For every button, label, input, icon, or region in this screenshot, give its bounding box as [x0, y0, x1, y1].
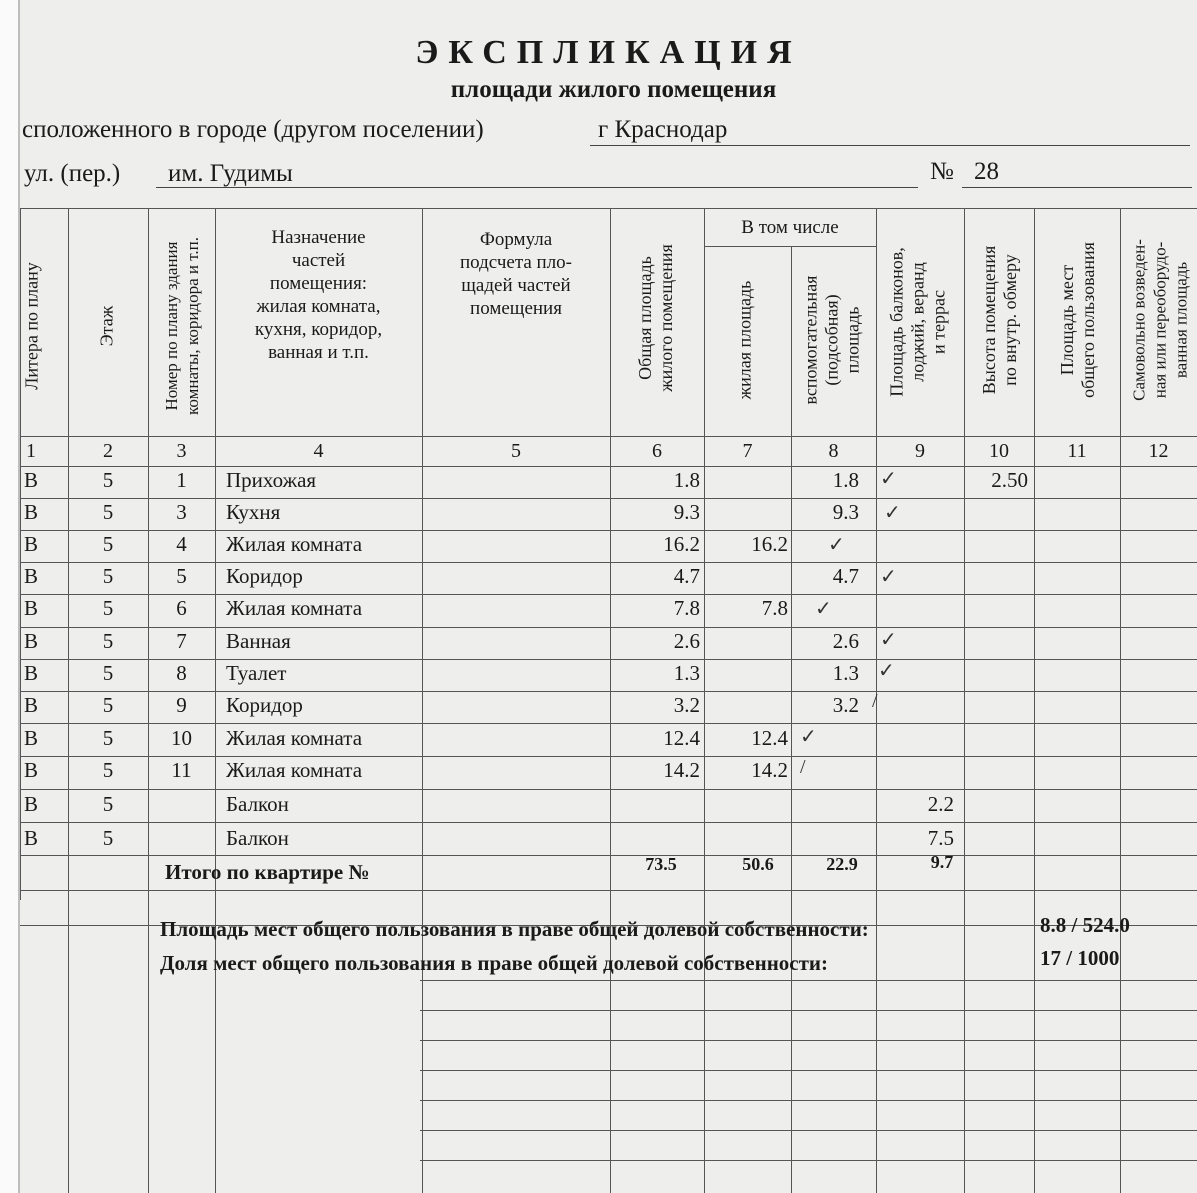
totals-living-area: 50.6: [742, 854, 774, 874]
column-number: 12: [1148, 440, 1169, 462]
cell-floor: 5: [102, 500, 114, 524]
cell-aux-area: 2.6: [832, 629, 859, 653]
grid-line: [20, 659, 1197, 660]
header-unauthorized: Самовольно возведен- ная или переоборудо- ванная площадь: [1129, 239, 1191, 401]
grid-line: [420, 1160, 1197, 1161]
cell-aux-area: 1.8: [832, 468, 859, 492]
cell-total-area: 14.2: [663, 758, 700, 782]
cell-floor: 5: [102, 693, 114, 717]
grid-line: [420, 1010, 1197, 1011]
column-number: 3: [176, 440, 187, 462]
header-including: В том числе: [741, 217, 839, 238]
grid-line: [20, 789, 1197, 790]
cell-room-number: 6: [176, 596, 187, 620]
cell-litera: В: [24, 596, 39, 620]
cell-room-name: Коридор: [226, 564, 303, 588]
checkmark-icon: ✓: [880, 566, 897, 588]
cell-room-name: Жилая комната: [226, 726, 363, 750]
grid-line: [420, 980, 1197, 981]
street-underline: [156, 187, 918, 188]
grid-line: [964, 208, 965, 1193]
cell-room-name: Балкон: [226, 826, 289, 850]
cell-room-name: Балкон: [226, 792, 289, 816]
checkmark-icon: /: [800, 756, 806, 778]
house-number-label: №: [930, 158, 954, 185]
cell-litera: В: [24, 500, 39, 524]
cell-total-area: 9.3: [673, 500, 700, 524]
grid-line: [20, 691, 1197, 692]
document-title: ЭКСПЛИКАЦИЯ: [415, 34, 802, 71]
cell-floor: 5: [102, 532, 114, 556]
grid-line: [20, 498, 1197, 499]
grid-line: [20, 723, 1197, 724]
grid-line: [20, 890, 1197, 891]
cell-total-area: 7.8: [673, 596, 700, 620]
grid-line: [20, 627, 1197, 628]
header-litera: Литера по плану: [21, 262, 42, 390]
cell-room-name: Коридор: [226, 693, 303, 717]
column-number: 8: [828, 440, 839, 462]
cell-living-area: 14.2: [751, 758, 788, 782]
grid-line: [20, 466, 1197, 467]
checkmark-icon: ✓: [815, 598, 832, 620]
cell-litera: В: [24, 826, 39, 850]
house-number-value: 28: [974, 158, 999, 185]
column-number: 1: [26, 440, 36, 462]
common-area-value: 8.8 / 524.0: [1040, 913, 1130, 937]
common-share-label: Доля мест общего пользования в праве общей долевой собственности:: [160, 951, 829, 975]
cell-balcony-area: 2.2: [927, 792, 954, 816]
cell-floor: 5: [102, 564, 114, 588]
cell-total-area: 12.4: [663, 726, 700, 750]
document-subtitle: площади жилого помещения: [450, 76, 777, 103]
cell-litera: В: [24, 792, 39, 816]
cell-room-number: 5: [176, 564, 187, 588]
cell-aux-area: 3.2: [832, 693, 859, 717]
grid-line: [1034, 208, 1035, 1193]
totals-total-area: 73.5: [645, 854, 677, 874]
cell-room-number: 1: [176, 468, 187, 492]
grid-line: [420, 1040, 1197, 1041]
cell-room-name: Туалет: [226, 661, 287, 685]
checkmark-icon: ✓: [878, 660, 895, 682]
cell-living-area: 7.8: [761, 596, 788, 620]
header-room-number: Номер по плану здания комнаты, коридора и т.п.: [162, 237, 202, 415]
column-number: 6: [652, 440, 662, 462]
cell-total-area: 2.6: [673, 629, 700, 653]
grid-line: [420, 1130, 1197, 1131]
column-number: 2: [103, 440, 113, 462]
street-value: им. Гудимы: [168, 160, 293, 187]
column-number: 9: [915, 440, 925, 462]
checkmark-icon: ✓: [880, 629, 897, 651]
common-area-label: Площадь мест общего пользования в праве общей долевой собственности:: [160, 917, 869, 941]
cell-floor: 5: [102, 726, 114, 750]
totals-label: Итого по квартире №: [165, 860, 370, 884]
cell-aux-area: 4.7: [832, 564, 859, 588]
grid-line: [704, 208, 705, 1193]
grid-line: [20, 562, 1197, 563]
cell-room-number: 8: [176, 661, 187, 685]
grid-line: [20, 594, 1197, 595]
cell-room-number: 9: [176, 693, 187, 717]
cell-floor: 5: [102, 758, 114, 782]
column-number: 11: [1067, 440, 1087, 462]
cell-room-number: 7: [176, 629, 187, 653]
grid-line: [20, 208, 1197, 209]
column-number: 4: [313, 440, 324, 462]
column-number: 5: [511, 440, 521, 462]
header-total-area: Общая площадь жилого помещения: [635, 244, 676, 392]
grid-line: [20, 822, 1197, 823]
cell-room-number: 11: [171, 758, 192, 782]
cell-room-number: 4: [176, 532, 187, 556]
street-label: ул. (пер.): [24, 160, 121, 187]
cell-litera: В: [24, 532, 39, 556]
header-height: Высота помещения по внутр. обмеру: [979, 245, 1020, 395]
grid-line: [20, 855, 1197, 856]
cell-room-name: Жилая комната: [226, 596, 363, 620]
cell-litera: В: [24, 726, 39, 750]
cell-litera: В: [24, 758, 39, 782]
grid-line: [420, 1070, 1197, 1071]
header-balcony-area: Площадь балконов, лоджий, веранд и террас: [886, 247, 949, 397]
header-living-area: жилая площадь: [734, 280, 755, 400]
location-value: г Краснодар: [598, 116, 728, 143]
cell-room-name: Прихожая: [226, 468, 317, 492]
cell-litera: В: [24, 661, 39, 685]
grid-line: [610, 208, 611, 1193]
cell-litera: В: [24, 564, 39, 588]
cell-room-number: 10: [171, 726, 192, 750]
header-floor: Этаж: [96, 305, 117, 347]
header-aux-area: вспомогательная (подсобная) площадь: [800, 275, 863, 405]
cell-room-name: Жилая комната: [226, 532, 363, 556]
cell-floor: 5: [102, 661, 114, 685]
page-edge: [0, 0, 20, 1193]
cell-total-area: 4.7: [673, 564, 700, 588]
header-purpose: Назначение частей помещения: жилая комната, кухня, коридор, ванная и т.п.: [254, 227, 383, 363]
cell-litera: В: [24, 693, 39, 717]
cell-living-area: 12.4: [751, 726, 788, 750]
grid-line: [422, 208, 423, 1193]
checkmark-icon: ✓: [800, 726, 817, 748]
cell-room-name: Ванная: [226, 629, 291, 653]
cell-height: 2.50: [991, 468, 1028, 492]
cell-total-area: 1.8: [673, 468, 700, 492]
checkmark-icon: ✓: [828, 534, 845, 556]
cell-aux-area: 1.3: [832, 661, 859, 685]
grid-line: [20, 530, 1197, 531]
cell-floor: 5: [102, 826, 114, 850]
cell-room-number: 3: [176, 500, 187, 524]
totals-balcony-area: 9.7: [930, 852, 954, 872]
grid-line: [20, 436, 1197, 437]
column-number: 7: [742, 440, 753, 462]
grid-line: [420, 1100, 1197, 1101]
common-share-value: 17 / 1000: [1040, 946, 1120, 970]
location-underline: [590, 145, 1190, 146]
cell-floor: 5: [102, 792, 114, 816]
cell-total-area: 3.2: [673, 693, 700, 717]
cell-floor: 5: [102, 468, 114, 492]
header-common-area: Площадь мест общего пользования: [1057, 242, 1098, 398]
cell-total-area: 1.3: [673, 661, 700, 685]
grid-line: [20, 756, 1197, 757]
checkmark-icon: ✓: [880, 468, 897, 490]
cell-room-name: Кухня: [226, 500, 281, 524]
cell-floor: 5: [102, 596, 114, 620]
cell-living-area: 16.2: [751, 532, 788, 556]
cell-balcony-area: 7.5: [927, 826, 954, 850]
cell-floor: 5: [102, 629, 114, 653]
grid-line: [1120, 208, 1121, 1193]
cell-aux-area: 9.3: [832, 500, 859, 524]
checkmark-icon: /: [872, 690, 878, 712]
cell-room-name: Жилая комната: [226, 758, 363, 782]
grid-line: [791, 246, 792, 1193]
checkmark-icon: ✓: [884, 502, 901, 524]
cell-total-area: 16.2: [663, 532, 700, 556]
house-number-underline: [962, 187, 1192, 188]
cell-litera: В: [24, 468, 39, 492]
cell-litera: В: [24, 629, 39, 653]
grid-line: [704, 246, 876, 247]
totals-aux-area: 22.9: [826, 854, 858, 874]
header-formula: Формула подсчета пло- щадей частей помещения: [459, 229, 573, 319]
column-number: 10: [989, 440, 1009, 462]
location-label: сположенного в городе (другом поселении): [22, 116, 484, 143]
